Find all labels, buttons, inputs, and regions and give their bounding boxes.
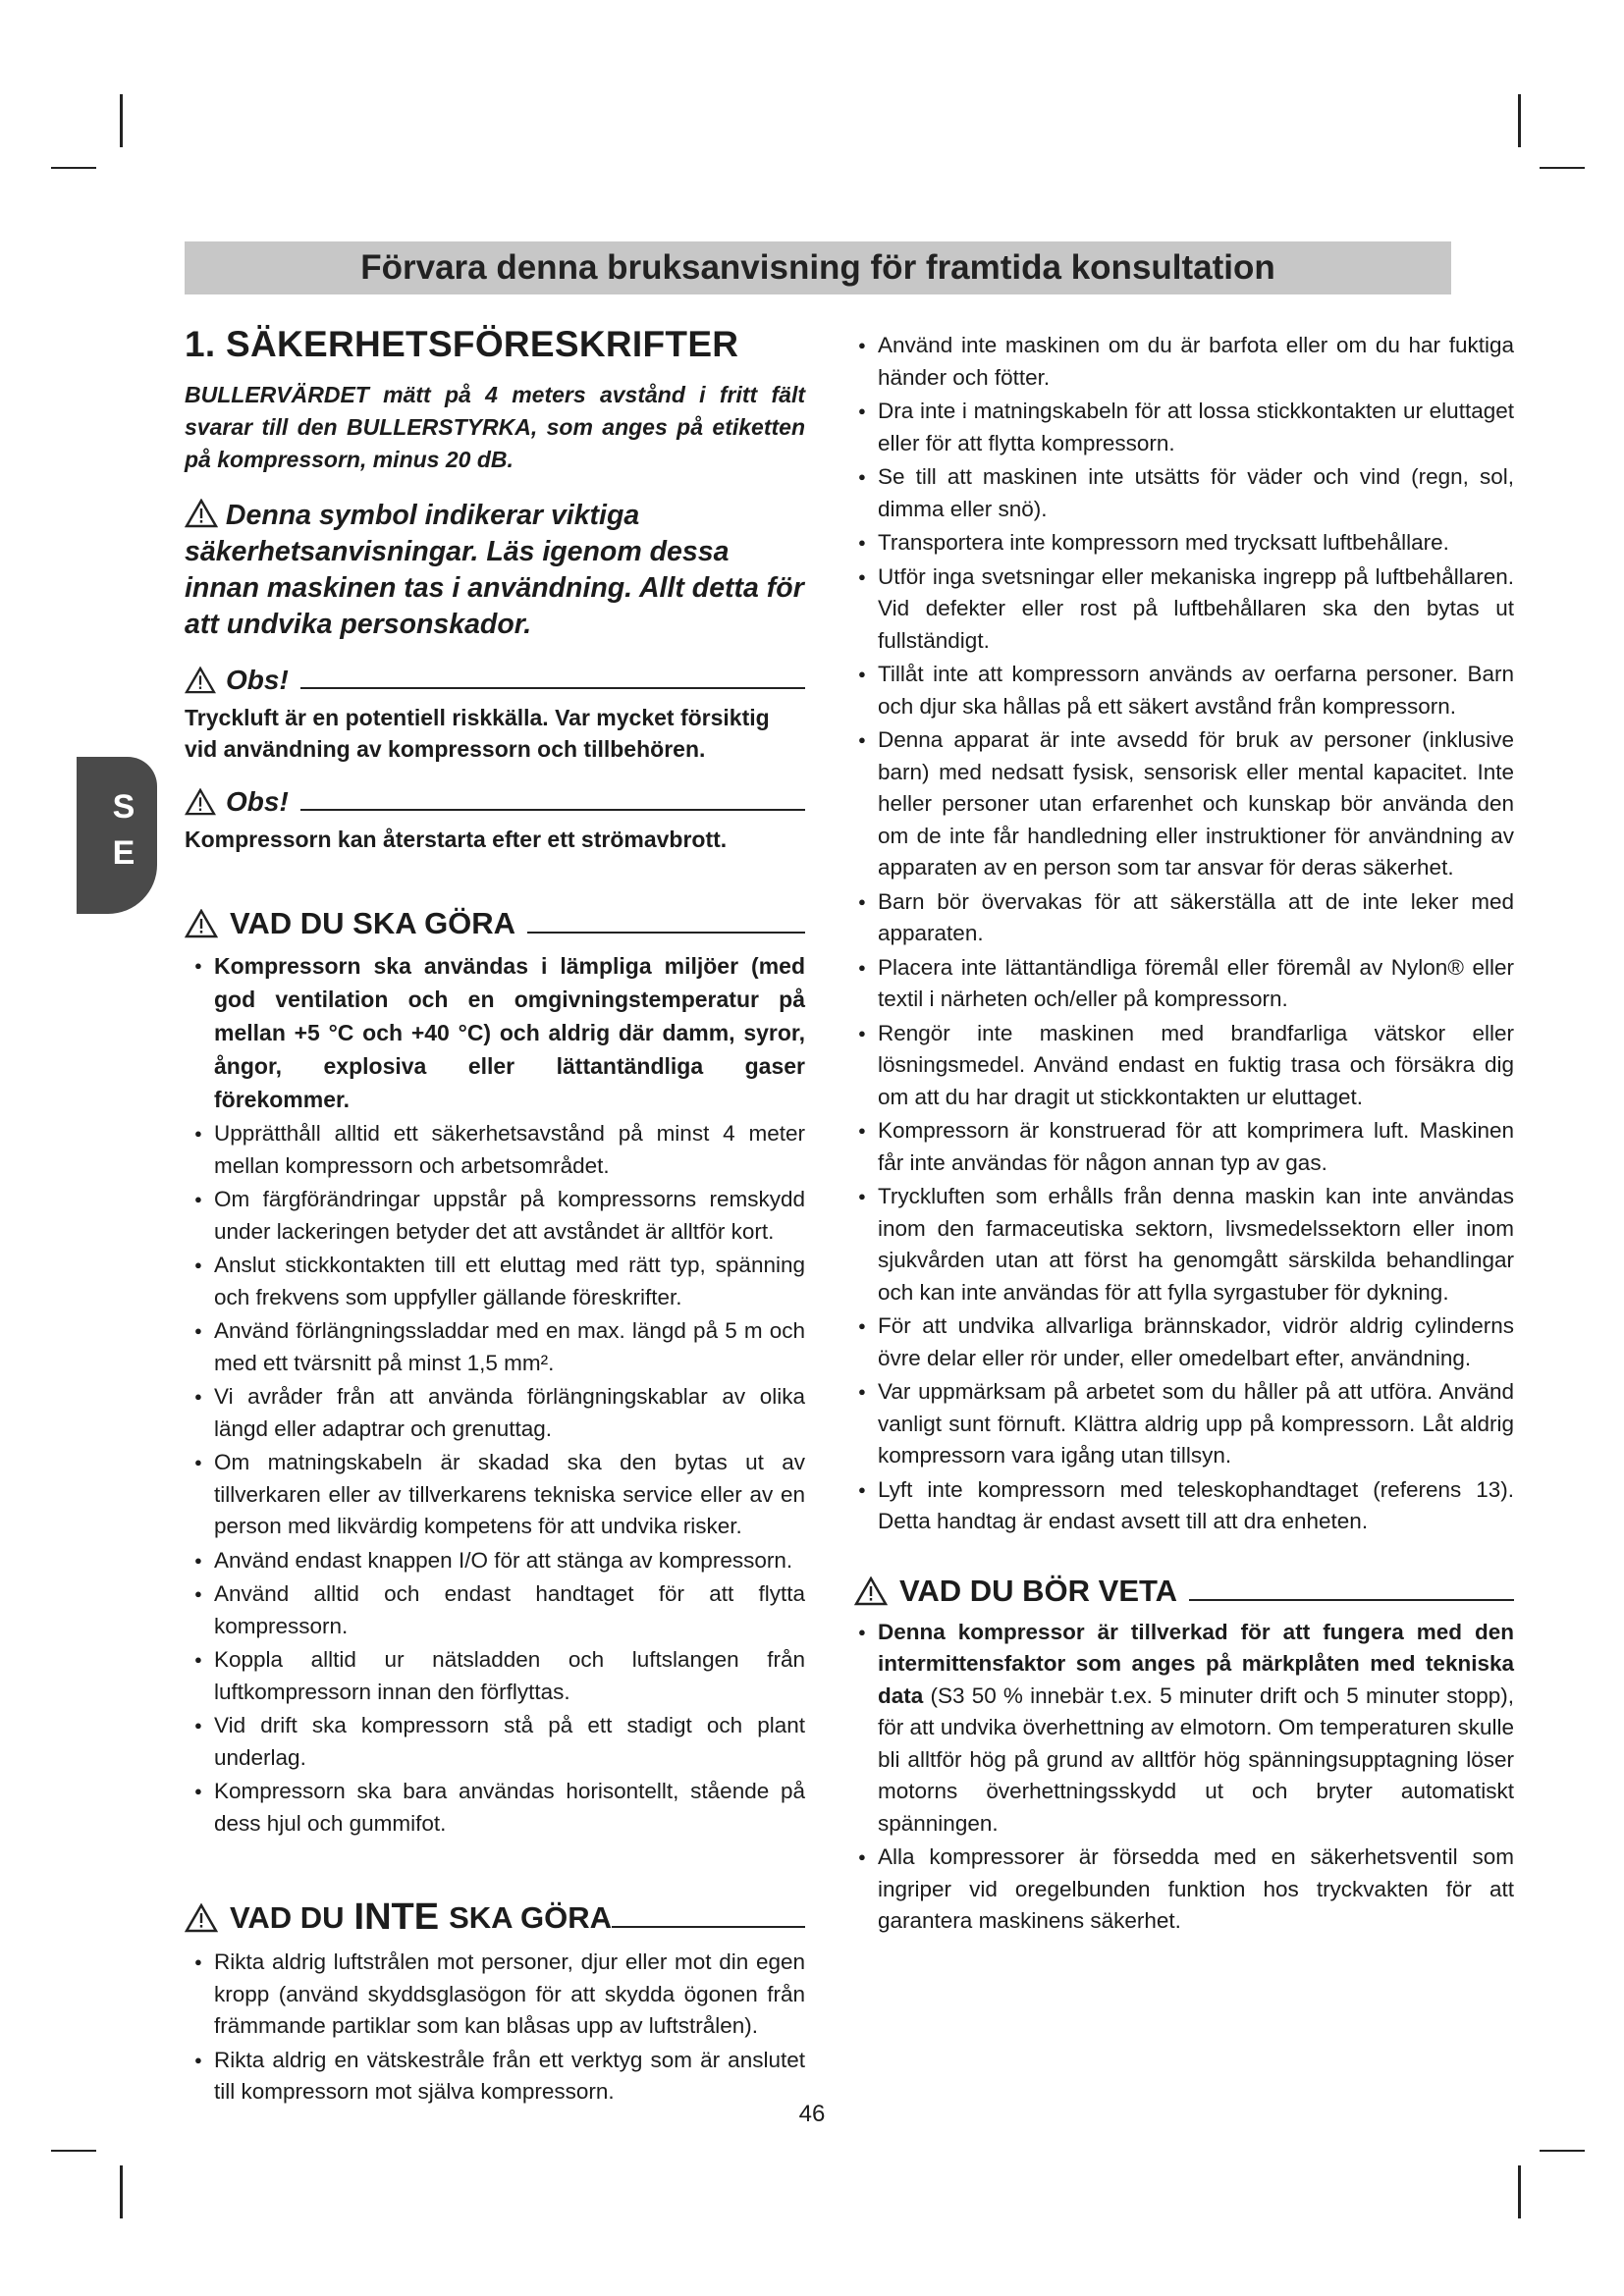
divider	[300, 809, 805, 811]
section-title: 1. SÄKERHETSFÖRESKRIFTER	[185, 324, 739, 364]
warning-triangle-icon	[185, 788, 216, 816]
crop-mark	[1540, 167, 1585, 169]
list-item: ● Kompressorn ska användas i lämpliga miljöer (med god ventilation och en omgivningstemperatur på mellan +5 °C och +40 °C) och aldrig där damm, syror, ångor, explosiva eller lättantändliga gaser förekommer.	[185, 949, 805, 1116]
page-banner: Förvara denna bruksanvisning för framtida konsultation	[185, 241, 1451, 294]
warning-intro-text: Denna symbol indikerar viktiga säkerhetsanvisningar. Läs igenom dessa innan maskinen tas i användning. Allt detta för att undvika personskador.	[185, 500, 804, 640]
do-title: VAD DU SKA GÖRA	[230, 906, 516, 940]
list-item: ● Var uppmärksam på arbetet som du håller på att utföra. Använd vanligt sunt förnuft. Klättra aldrig upp på kompressorn. Låt aldrig kompressorn vara igång utan tillsyn.	[854, 1376, 1514, 1472]
know-heading	[854, 1574, 1514, 1609]
know-item-bold: Denna kompressor är tillverkad för att fungera med den intermittensfaktor som anges på märkplåten med tekniska data	[878, 1619, 1514, 1708]
obs-text: Kompressorn kan återstarta efter ett strömavbrott.	[185, 827, 728, 852]
know-title: VAD DU BÖR VETA	[899, 1573, 1178, 1608]
divider	[527, 932, 805, 934]
list-item: ● Barn bör övervakas för att säkerställa att de inte leker med apparaten.	[854, 886, 1514, 950]
warning-triangle-icon	[185, 667, 216, 694]
list-item: ● Transportera inte kompressorn med trycksatt luftbehållare.	[854, 527, 1514, 560]
obs-heading	[185, 786, 805, 818]
warning-triangle-icon	[185, 1903, 218, 1933]
crop-mark	[120, 94, 123, 147]
warning-intro	[185, 498, 805, 643]
list-item: ● Använd endast knappen I/O för att stänga av kompressorn.	[185, 1545, 805, 1577]
list-item: ● Alla kompressorer är försedda med en säkerhetsventil som ingriper vid oregelbunden funktion hos tryckvakten för att garantera maskinens säkerhet.	[854, 1842, 1514, 1938]
list-item: ● Om matningskabeln är skadad ska den bytas ut av tillverkaren eller av tillverkarens tekniska service eller av en person med likvärdig kompetens för att undvika risker.	[185, 1447, 805, 1543]
dont-title-emphasis: INTE	[353, 1896, 440, 1938]
list-item: ● Använd förlängningssladdar med en max. längd på 5 m och med ett tvärsnitt på minst 1,5 mm².	[185, 1315, 805, 1379]
obs-label: Obs!	[226, 665, 289, 695]
list-item: ● Vi avråder från att använda förlängningskablar av olika längd eller adaptrar och grenuttag.	[185, 1381, 805, 1445]
crop-mark	[120, 2165, 123, 2218]
dont-list-continued	[854, 330, 1514, 1538]
list-item: ● Vid drift ska kompressorn stå på ett stadigt och plant underlag.	[185, 1710, 805, 1774]
list-item: ● Rikta aldrig en vätskestråle från ett verktyg som är anslutet till kompressorn mot själva kompressorn.	[185, 2045, 805, 2109]
list-item: ● Se till att maskinen inte utsätts för väder och vind (regn, sol, dimma eller snö).	[854, 461, 1514, 525]
dont-title-part: VAD DU	[230, 1899, 345, 1935]
dont-list	[185, 1947, 805, 2109]
warning-triangle-icon	[185, 499, 218, 528]
list-item: ● Dra inte i matningskabeln för att lossa stickkontakten ur eluttaget eller för att flytta kompressorn.	[854, 396, 1514, 459]
noise-intro: BULLERVÄRDET mätt på 4 meters avstånd i fritt fält svarar till den BULLERSTYRKA, som anges på etiketten på kompressorn, minus 20 dB.	[185, 382, 805, 472]
list-item: ● Tillåt inte att kompressorn används av oerfarna personer. Barn och djur ska hållas på ett säkert avstånd från kompressorn.	[854, 659, 1514, 722]
list-item: ● Använd inte maskinen om du är barfota eller om du har fuktiga händer och fötter.	[854, 330, 1514, 394]
dont-title-part: SKA GÖRA	[449, 1899, 613, 1935]
obs-heading	[185, 665, 805, 696]
list-item: ● För att undvika allvarliga brännskador, vidrör aldrig cylinderns övre delar eller rör under, eller omedelbart efter, användning.	[854, 1310, 1514, 1374]
list-item: ● Placera inte lättantändliga föremål eller föremål av Nylon® eller textil i närheten och/eller på kompressorn.	[854, 952, 1514, 1016]
language-tab	[77, 757, 157, 914]
do-heading	[185, 906, 805, 941]
list-item: ● Koppla alltid ur nätsladden och luftslangen från luftkompressorn innan den förflyttas.	[185, 1644, 805, 1708]
left-column	[185, 324, 805, 2110]
list-item: ● Kompressorn är konstruerad för att komprimera luft. Maskinen får inte användas för någon annan typ av gas.	[854, 1115, 1514, 1179]
language-tab-letter: S	[112, 788, 135, 826]
list-item: ● Om färgförändringar uppstår på kompressorns remskydd under lackeringen betyder det att avståndet är alltför kort.	[185, 1184, 805, 1248]
list-item: ● Upprätthåll alltid ett säkerhetsavstånd på minst 4 meter mellan kompressorn och arbetsområdet.	[185, 1118, 805, 1182]
obs-text: Tryckluft är en potentiell riskkälla. Var mycket försiktig vid användning av kompressorn och tillbehören.	[185, 705, 770, 762]
list-item: ● Anslut stickkontakten till ett eluttag med rätt typ, spänning och frekvens som uppfyller gällande föreskrifter.	[185, 1250, 805, 1313]
know-item-text: (S3 50 % innebär t.ex. 5 minuter drift och 5 minuter stopp), för att undvika överhettning av elmotorn. Om temperaturen skulle bli alltför hög på grund av alltför hög spänningsupptagning löser motorns överhettningsskydd ut och bryter automatiskt spänningen.	[878, 1682, 1514, 1836]
warning-triangle-icon	[854, 1576, 888, 1606]
list-item: ● Rikta aldrig luftstrålen mot personer, djur eller mot din egen kropp (använd skyddsglasögon för att skydda ögonen från främmande partiklar som kan blåsas upp av luftstrålen).	[185, 1947, 805, 2043]
list-item: ● Kompressorn ska bara användas horisontellt, stående på dess hjul och gummifot.	[185, 1776, 805, 1840]
obs-label: Obs!	[226, 786, 289, 817]
divider	[1189, 1599, 1514, 1601]
list-item: ● Rengör inte maskinen med brandfarliga vätskor eller lösningsmedel. Använd endast en fuktig trasa och försäkra dig om att du har dragit ut stickkontakten ur eluttaget.	[854, 1018, 1514, 1114]
crop-mark	[1518, 94, 1521, 147]
dont-heading	[185, 1896, 805, 1939]
language-tab-letter: E	[112, 834, 135, 872]
know-list	[854, 1617, 1514, 1938]
do-list	[185, 949, 805, 1840]
list-item: ● Tryckluften som erhålls från denna maskin kan inte användas inom den farmaceutiska sektorn, livsmedelssektorn eller inom sjukvården utan att först ha genomgått särskilda behandlingar och kan inte användas för att fylla syrgastuber för dykning.	[854, 1181, 1514, 1308]
list-item: ● Denna apparat är inte avsedd för bruk av personer (inklusive barn) med nedsatt fysisk, sensorisk eller mental kapacitet. Inte heller personer utan erfarenhet och kunskap bör använda den om de inte får handledning eller instruktioner för användning av apparaten av en person som tar ansvar för deras säkerhet.	[854, 724, 1514, 884]
crop-mark	[51, 167, 96, 169]
list-item: ● Utför inga svetsningar eller mekaniska ingrepp på luftbehållaren. Vid defekter eller rost på luftbehållaren ska den bytas ut fullständigt.	[854, 561, 1514, 658]
crop-mark	[51, 2150, 96, 2152]
list-item	[854, 1617, 1514, 1841]
list-item: ● Lyft inte kompressorn med teleskophandtaget (referens 13). Detta handtag är endast avsett till att dra enheten.	[854, 1474, 1514, 1538]
page-number: 46	[798, 2101, 826, 2127]
right-column	[854, 330, 1514, 1940]
crop-mark	[1518, 2165, 1521, 2218]
list-item: ● Använd alltid och endast handtaget för att flytta kompressorn.	[185, 1578, 805, 1642]
divider	[300, 687, 805, 689]
warning-triangle-icon	[185, 909, 218, 938]
crop-mark	[1540, 2150, 1585, 2152]
divider	[612, 1926, 805, 1928]
